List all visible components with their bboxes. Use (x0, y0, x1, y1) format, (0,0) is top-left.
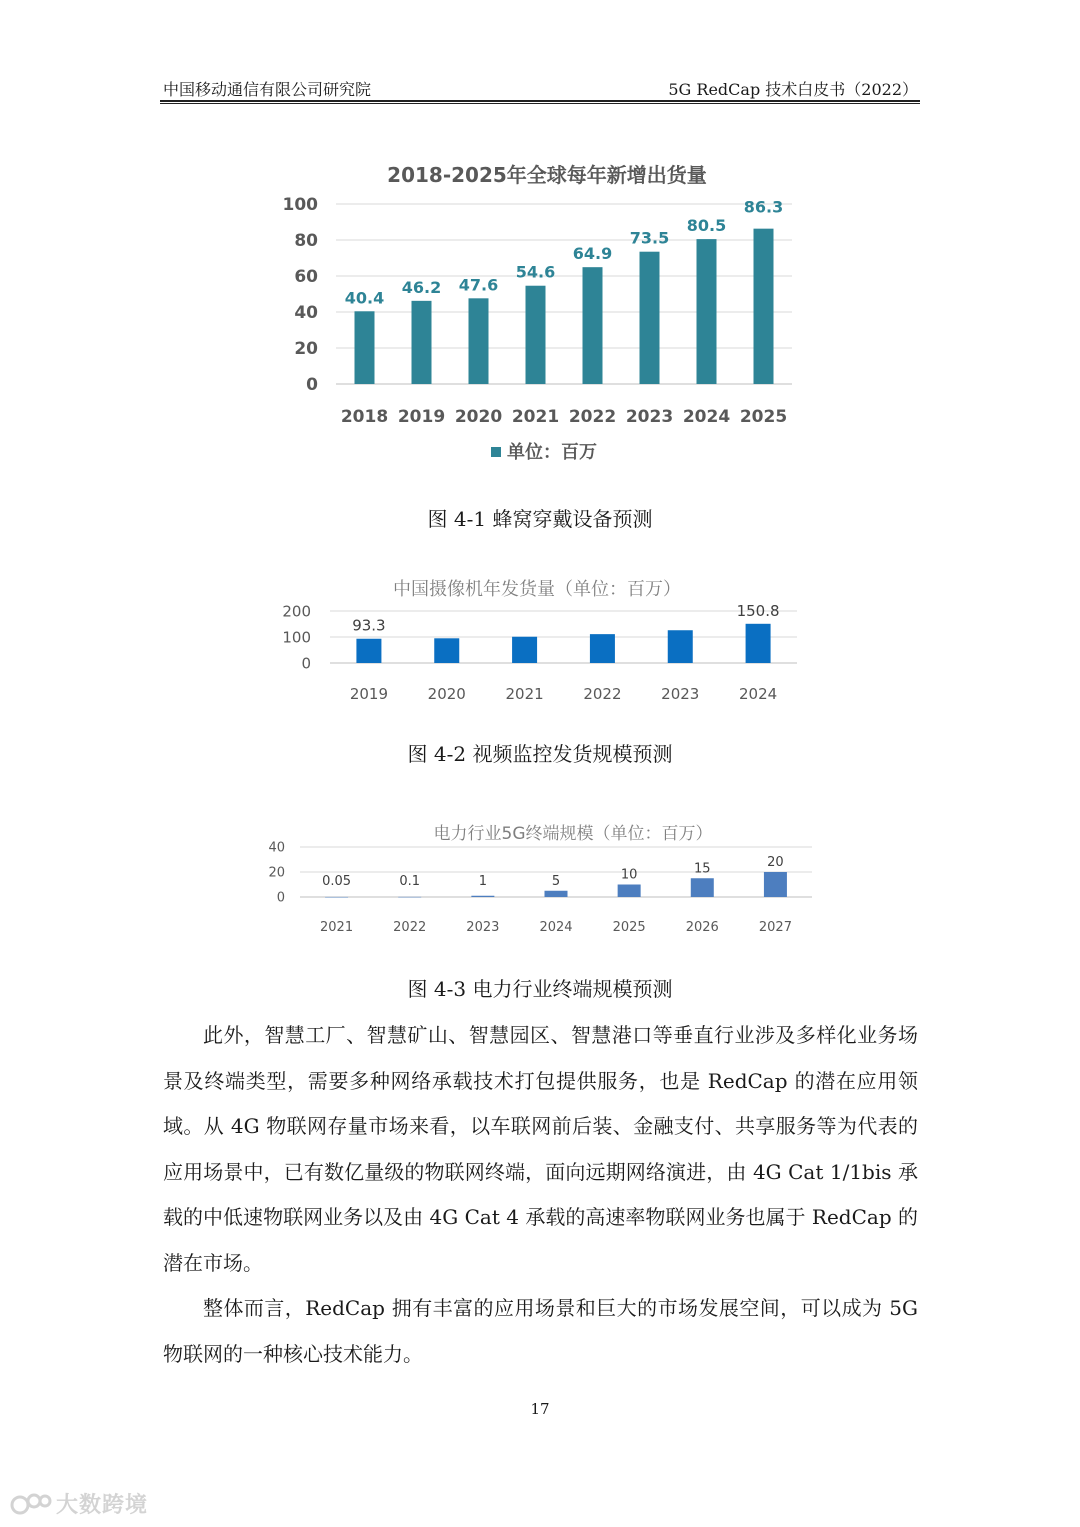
x-tick-label: 2022 (583, 685, 622, 703)
x-tick-label: 2019 (397, 407, 446, 427)
body-paragraph-2: 整体而言，RedCap 拥有丰富的应用场景和巨大的市场发展空间，可以成为 5G 物联网的一种核心技术能力。 (163, 1296, 918, 1366)
data-label: 54.6 (515, 262, 556, 282)
data-label: 47.6 (458, 275, 499, 295)
data-label: 80.5 (686, 216, 727, 236)
y-tick-label: 0 (276, 890, 285, 906)
page-header-right: 5G RedCap 技术白皮书（2022） (668, 80, 918, 99)
x-tick-label: 2018 (340, 407, 389, 427)
x-tick-label: 2027 (758, 920, 792, 935)
y-tick-label: 100 (282, 628, 311, 647)
y-tick-label: 80 (294, 231, 318, 252)
x-tick-label: 2019 (349, 685, 389, 703)
x-tick-label: 2023 (661, 685, 700, 703)
x-tick-label: 2020 (454, 407, 503, 427)
y-tick-label: 40 (294, 303, 318, 324)
data-label: 15 (694, 861, 711, 877)
data-label: 150.8 (736, 601, 780, 620)
chart-title: 中国摄像机年发货量（单位：百万） (393, 579, 681, 600)
x-tick-label: 2022 (568, 407, 617, 427)
data-label: 20 (767, 855, 784, 870)
data-label: 46.2 (401, 277, 442, 297)
y-tick-label: 200 (282, 602, 311, 621)
data-label: 40.4 (344, 288, 385, 308)
x-tick-label: 2021 (511, 407, 560, 427)
data-label: 93.3 (352, 616, 386, 635)
data-label: 1 (478, 874, 487, 889)
page-header-left: 中国移动通信有限公司研究院 (163, 80, 372, 99)
y-tick-label: 20 (294, 339, 318, 360)
data-label: 86.3 (743, 197, 784, 217)
x-tick-label: 2022 (393, 920, 427, 935)
figure-caption-4-1: 图 4-1 蜂窝穿戴设备预测 (427, 507, 653, 531)
y-tick-label: 20 (268, 865, 285, 881)
watermark (10, 1488, 148, 1519)
chart-title: 电力行业5G终端规模（单位：百万） (433, 824, 713, 844)
bar (764, 872, 787, 897)
data-label: 73.5 (629, 228, 670, 248)
y-tick-label: 100 (282, 195, 318, 216)
watermark-text: 大数跨境 (56, 1493, 149, 1518)
figure-caption-4-2: 图 4-2 视频监控发货规模预测 (407, 742, 673, 766)
y-tick-label: 0 (301, 654, 311, 673)
figure-caption-4-3: 图 4-3 电力行业终端规模预测 (407, 977, 673, 1001)
x-tick-label: 2020 (427, 685, 466, 703)
data-label: 0.1 (399, 874, 421, 889)
x-tick-label: 2024 (539, 920, 573, 935)
body-paragraph-1: 此外，智慧工厂、智慧矿山、智慧园区、智慧港口等垂直行业涉及多样化业务场景及终端类型，需要多种网络承载技术打包提供服务，也是 RedCap 的潜在应用领域。从 4G 物联网存量市场来看，以车联网前后装、金融支付、共享服务等为代表的应用场景中，已有数亿量级的物联网终端，面向远期网络演进，由 4G Cat 1/1bis 承载的中低速物联网业务以及由 4G Cat 4 承载的高速率物联网业务也属于 RedCap 的潜在市场。 (163, 1023, 918, 1275)
body-text (163, 1013, 918, 1377)
y-tick-label: 60 (294, 267, 318, 288)
bar (618, 885, 641, 898)
x-tick-label: 2024 (738, 685, 778, 703)
x-tick-label: 2021 (505, 685, 544, 703)
bar (545, 891, 568, 897)
page-number: 17 (530, 1400, 550, 1418)
x-tick-label: 2024 (682, 407, 731, 427)
watermark-logo-icon (10, 1489, 52, 1519)
data-label: 5 (551, 873, 561, 889)
x-tick-label: 2023 (625, 407, 674, 427)
x-tick-label: 2025 (739, 407, 788, 427)
bar (325, 897, 348, 898)
legend-label: 单位：百万 (507, 442, 597, 463)
data-label: 0.05 (322, 874, 352, 889)
y-tick-label: 0 (306, 375, 318, 396)
bar (398, 897, 421, 898)
data-label: 64.9 (572, 244, 613, 264)
bar (471, 896, 494, 897)
chart-title: 2018-2025年全球每年新增出货量 (387, 163, 707, 187)
data-label: 10 (620, 867, 638, 883)
y-tick-label: 40 (268, 840, 285, 856)
x-tick-label: 2025 (612, 920, 646, 935)
x-tick-label: 2023 (466, 920, 500, 935)
x-tick-label: 2026 (685, 920, 719, 935)
bar (691, 878, 714, 897)
x-tick-label: 2021 (320, 920, 354, 935)
